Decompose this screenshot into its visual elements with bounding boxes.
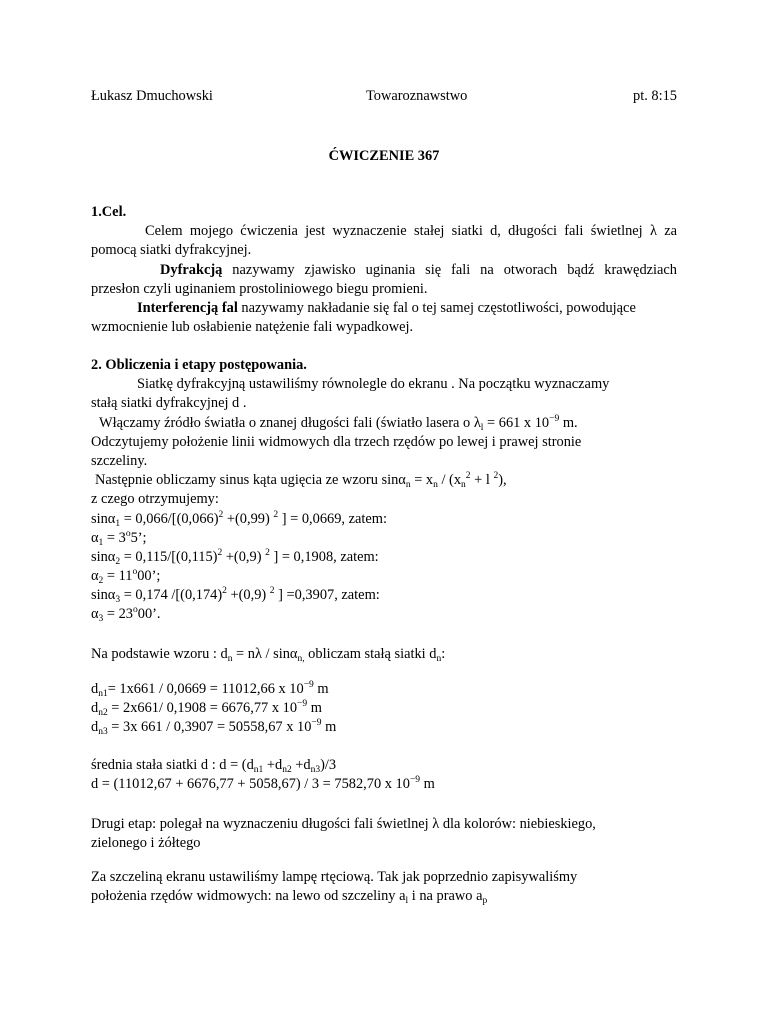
formula-intro (91, 645, 677, 664)
formula-line: $\sin\alpha_2 = 0,115/[(0,115)^2 +(0,9)$ $^2$ ] = 0,1908, zatem: (91, 547, 379, 567)
formula-line: Na podstawie wzoru : $d_n = n\lambda / \sin\alpha_{n,}$ obliczam stałą siatki $d_n$: (91, 646, 446, 664)
section-2 (91, 356, 677, 625)
formula-line: $\sin\alpha_1 = 0,066/[(0,066)^2 +(0,99)$ $^2$ ] = 0,0669, zatem: (91, 509, 387, 529)
formula-line: $d_{n3} = 3x$ 661 / 0,3907 = 50558,67 x $10^{-9}$ m (91, 718, 337, 738)
paragraph-line: wzmocnienie lub osłabienie natężenie fali wypadkowej. (91, 319, 414, 336)
paragraph-line: Za szczeliną ekranu ustawiliśmy lampę rtęciową. Tak jak poprzednio zapisywaliśmy (91, 869, 578, 885)
section-1 (91, 203, 677, 337)
formula-line: $\alpha_3 = 23^o00$’. (91, 605, 161, 625)
paragraph-line: Celem mojego ćwiczenia jest wyznaczenie stałej siatki d, długości fali świetlnej λ za (145, 223, 677, 240)
formula-line: $d_{n1}= 1x661 / 0,0669 = 11012,66$ x $10^{-9}$ m (91, 680, 329, 699)
paragraph-line: Interferencją fal nazywamy nakładanie się fal o tej samej częstotliwości, powodujące (137, 299, 636, 316)
author-name: Łukasz Dmuchowski (91, 88, 213, 104)
formula-line: $d_{n2} = 2x661/$ 0,1908 = 6676,77 x $10^{-9}$ m (91, 699, 322, 719)
paragraph-line: stałą siatki dyfrakcyjnej d . (91, 395, 247, 412)
formula-line: Następnie obliczamy sinus kąta ugięcia ze wzoru $\sin\alpha_n = x_n / (x_n^2 + l$ $^2$), (95, 471, 507, 491)
page-title: ĆWICZENIE 367 (328, 148, 440, 164)
second-stage (91, 815, 677, 853)
paragraph-line: pomocą siatki dyfrakcyjnej. (91, 242, 252, 259)
paragraph-line: Dyfrakcją nazywamy zjawisko uginania się fali na otworach bądź krawędziach (160, 261, 677, 278)
paragraph-line: przesłon czyli uginaniem prostoliniowego biegu promieni. (91, 280, 428, 297)
paragraph-line: Włączamy źródło światła o znanej długości fali (światło lasera o $\lambda_l = 661$ x $10^{-9}$ m. (99, 413, 578, 433)
grating-constants (91, 680, 677, 738)
paragraph-line: z czego otrzymujemy: (91, 491, 219, 508)
formula-line: $\alpha_1 = 3^o5$’; (91, 528, 147, 548)
document-header (91, 87, 677, 107)
formula-line: $\alpha_2 = 11^o00$’; (91, 567, 161, 587)
average-constant (91, 756, 677, 794)
paragraph-line: położenia rzędów widmowych: na lewo od szczeliny $a_l$ i na prawo $a_p$ (91, 888, 488, 907)
paragraph-line: Odczytujemy położenie linii widmowych dla trzech rzędów po lewej i prawej stronie (91, 433, 582, 450)
section-2-heading: 2. Obliczenia i etapy postępowania. (91, 357, 307, 373)
paragraph-line: zielonego i żółtego (91, 835, 201, 852)
mercury-lamp-paragraph (91, 868, 677, 906)
formula-line: sinα$_3$ = 0,174 $/[(0,174)^2 +(0,9)$ $^2$ ] =0,3907, zatem: (91, 586, 380, 606)
paragraph-line: Siatkę dyfrakcyjną ustawiliśmy równolegle do ekranu . Na początku wyznaczamy (137, 376, 610, 393)
class-time: pt. 8:15 (633, 88, 677, 104)
subject-name: Towaroznawstwo (366, 88, 468, 104)
formula-line: średnia stała siatki d : $d = (d_{n1} +d_{n2} +d_{n3})/3$ (91, 757, 337, 775)
paragraph-line: szczeliny. (91, 452, 148, 469)
formula-line: d = (11012,67 + 6676,77 + 5058,67) / 3 = 7582,70 x $10^{-9}$ m (91, 775, 435, 793)
section-1-heading: 1.Cel. (91, 204, 127, 220)
paragraph-line: Drugi etap: polegał na wyznaczeniu długości fali świetlnej λ dla kolorów: niebieskiego, (91, 816, 596, 832)
